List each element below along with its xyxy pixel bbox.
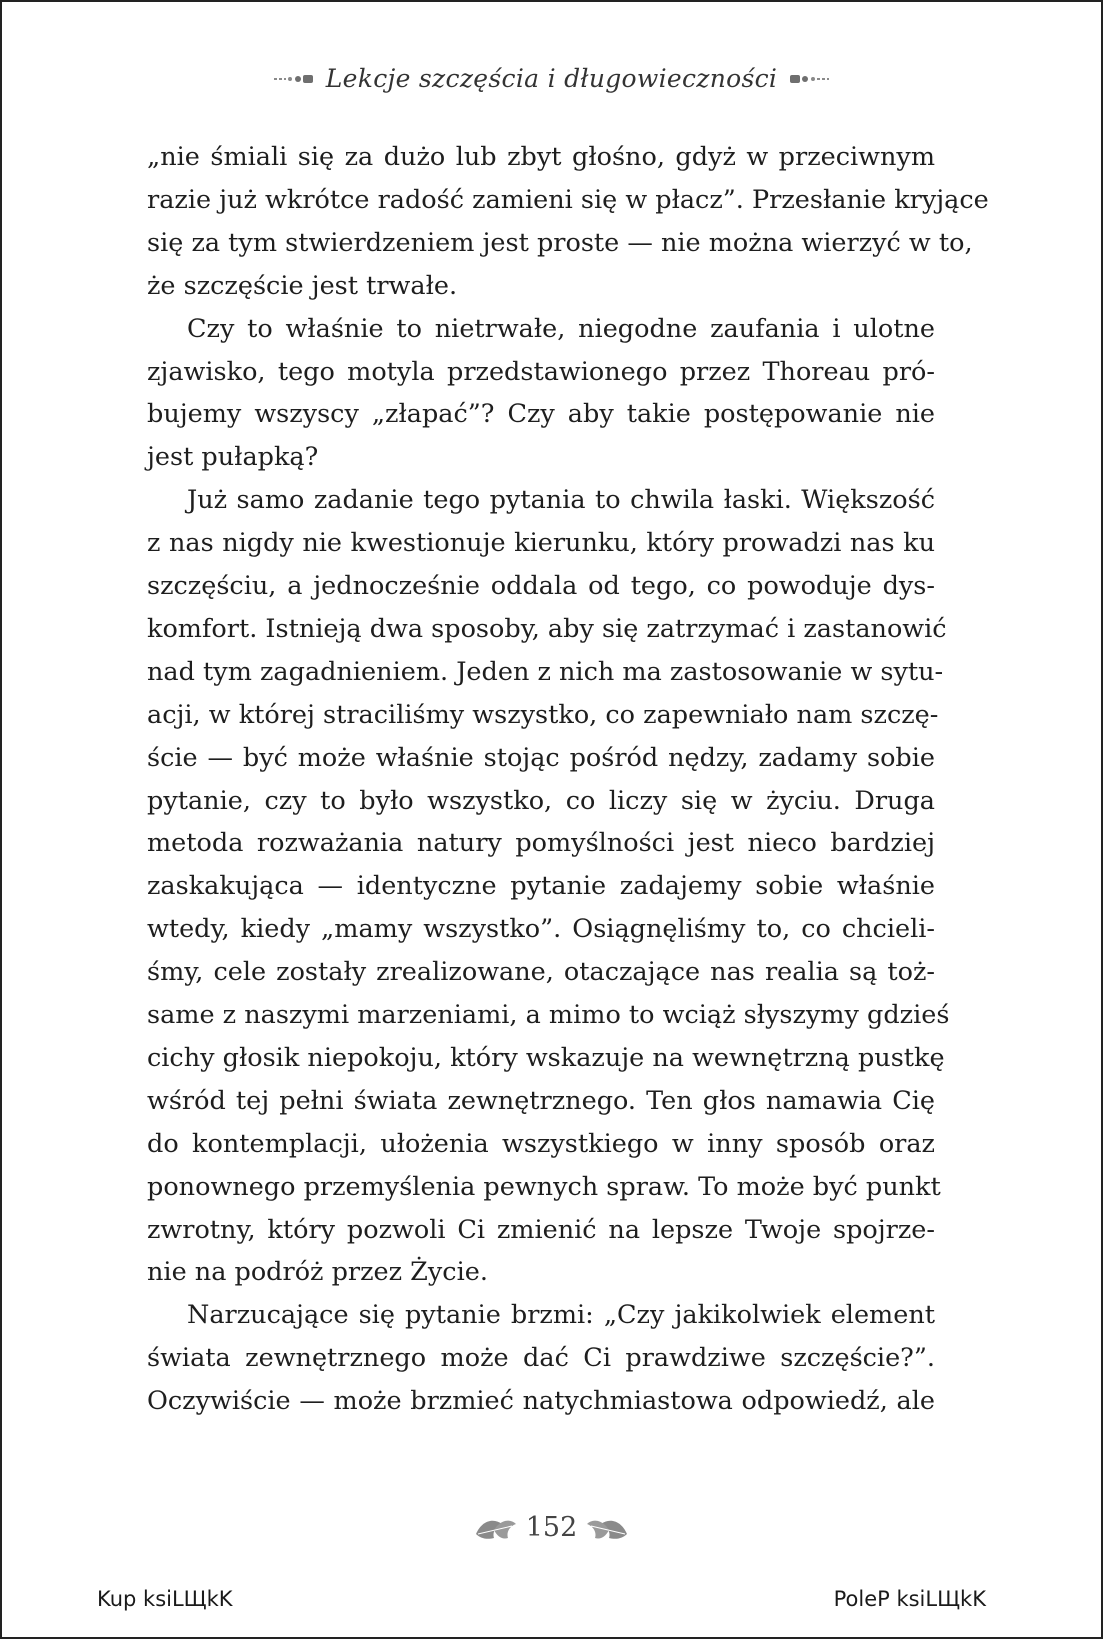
text-line: nad tym zagadnieniem. Jeden z nich ma zastosowanie w sytu- xyxy=(147,656,944,687)
text-line: „nie śmiali się za dużo lub zbyt głośno, gdyż w przeciwnym xyxy=(147,142,935,172)
text-line: zaskakująca — identyczne pytanie zadajemy sobie właśnie xyxy=(147,871,935,902)
text-line: zwrotny, który pozwoli Ci zmienić na lepsze Twoje spojrze- xyxy=(147,1214,935,1245)
page-number: 152 xyxy=(525,1512,578,1543)
body-text xyxy=(2,2,1101,1637)
text-line: wtedy, kiedy „mamy wszystko”. Osiągnęliśmy to, co chcieli- xyxy=(147,914,935,945)
text-line: Już samo zadanie tego pytania to chwila łaski. Większość xyxy=(187,485,935,516)
running-title: Lekcje szczęścia i długowieczności xyxy=(325,64,778,93)
text-line: Narzucające się pytanie brzmi: „Czy jakikolwiek element xyxy=(187,1300,935,1331)
buy-book-link[interactable]: Kup ksiLЩkK xyxy=(97,1587,233,1611)
text-line: że szczęście jest trwałe. xyxy=(147,270,458,301)
text-line: acji, w której straciliśmy wszystko, co zapewniało nam szczę- xyxy=(147,699,939,730)
recommend-book-link[interactable]: PoleP ksiLЩkK xyxy=(833,1587,986,1611)
text-line: zjawisko, tego motyla przedstawionego przez Thoreau pró- xyxy=(147,356,935,387)
text-line: śmy, cele zostały zrealizowane, otaczające nas realia są toż- xyxy=(147,957,935,988)
text-line: świata zewnętrznego może dać Ci prawdziwe szczęście?”. xyxy=(147,1343,935,1374)
text-line: wśród tej pełni świata zewnętrznego. Ten głos namawia Cię xyxy=(147,1085,935,1116)
text-line: szczęściu, a jednocześnie oddala od tego, co powoduje dys- xyxy=(147,571,935,601)
text-line: nie na podróż przez Życie. xyxy=(147,1257,488,1288)
text-line: ponownego przemyślenia pewnych spraw. To może być punkt xyxy=(147,1171,941,1202)
right-leaf-ornament-icon xyxy=(585,1514,631,1542)
text-line: same z naszymi marzeniami, a mimo to wciąż słyszymy gdzieś xyxy=(147,1000,950,1030)
text-line: jest pułapką? xyxy=(147,442,319,473)
text-line: pytanie, czy to było wszystko, co liczy się w życiu. Druga xyxy=(147,785,935,816)
left-leaf-ornament-icon xyxy=(472,1514,518,1542)
text-line: cichy głosik niepokoju, który wskazuje na wewnętrzną pustkę xyxy=(147,1042,945,1073)
text-line: Czy to właśnie to nietrwałe, niegodne zaufania i ulotne xyxy=(187,313,935,344)
text-line: do kontemplacji, ułożenia wszystkiego w inny sposób oraz xyxy=(147,1128,935,1159)
text-line: komfort. Istnieją dwa sposoby, aby się zatrzymać i zastanowić xyxy=(147,613,947,644)
folio xyxy=(2,1512,1101,1543)
text-line: się za tym stwierdzeniem jest proste — nie można wierzyć w to, xyxy=(147,227,973,258)
text-line: bujemy wszyscy „złapać”? Czy aby takie postępowanie nie xyxy=(147,399,935,430)
text-line: razie już wkrótce radość zamieni się w płacz”. Przesłanie kryjące xyxy=(147,184,989,215)
text-line: z nas nigdy nie kwestionuje kierunku, który prowadzi nas ku xyxy=(147,528,935,559)
text-line: metoda rozważania natury pomyślności jest nieco bardziej xyxy=(147,828,935,859)
text-line: Oczywiście — może brzmieć natychmiastowa odpowiedź, ale xyxy=(147,1386,935,1417)
text-line: ście — być może właśnie stojąc pośród nędzy, zadamy sobie xyxy=(147,742,935,773)
